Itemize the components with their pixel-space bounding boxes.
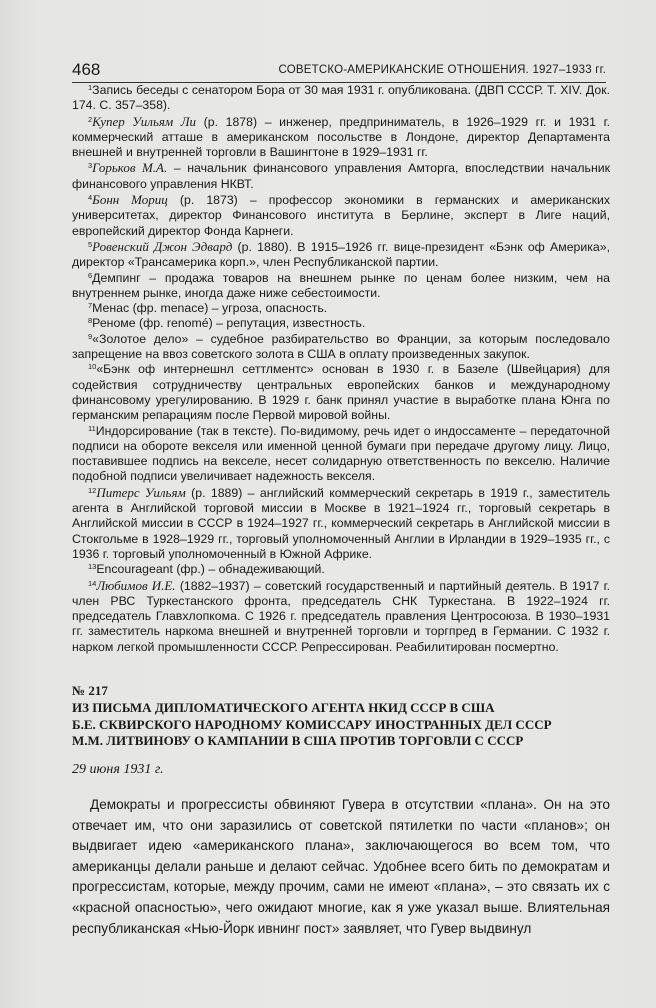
footnote: [72, 192, 610, 239]
footnote-number: 4: [88, 193, 93, 203]
footnote: [72, 83, 610, 114]
footnote-number: 14: [88, 578, 97, 588]
footnote-text: – начальник финансового управления Амторга, впоследствии начальник финансового управления НКВТ.: [72, 161, 610, 191]
footnote-text: «Бэнк оф интернешнл сеттлментс» основан в 1930 г. в Базеле (Швейцария) для содействия сотрудничеству центральных европейских банков и международному финансовому урегулированию. В 1929 г. банк принял участие в выработке плана Юнга по германским репарациям после Первой мировой войны.: [72, 362, 610, 423]
footnote-text: (р. 1878) – инженер, предприниматель, в 1926–1929 гг. и 1931 г. коммерческий атташе в американском посольстве в Лондоне, директор Департамента внешней и внутренней торговли в Вашингтоне в 1929–1931 гг.: [72, 114, 610, 160]
footnote-number: 6: [88, 270, 93, 280]
footnote-number: 10: [88, 362, 97, 372]
footnote-text: Менас (фр. menace) – угроза, опасность.: [92, 301, 328, 316]
footnote-number: 3: [88, 161, 93, 171]
footnote: [72, 332, 610, 363]
document-number: № 217: [72, 683, 108, 698]
page-number: 468: [72, 60, 101, 79]
footnote: [72, 301, 610, 316]
footnote-number: 5: [88, 239, 93, 249]
footnote-person-name: Купер Уильям Ли: [92, 113, 196, 129]
footnote-text: Реноме (фр. renomé) – репутация, известность.: [92, 316, 366, 331]
footnote: [72, 239, 610, 271]
footnote: [72, 160, 610, 192]
footnote-number: 2: [88, 114, 93, 124]
footnote-person-name: Ровенский Джон Эдвард: [92, 238, 233, 254]
page-header: [72, 60, 606, 83]
footnote-text: Запись беседы с сенатором Бора от 30 мая 1931 г. опубликована. (ДВП СССР. Т. XIV. Док. 174. С. 357–358).: [72, 83, 610, 113]
running-title: СОВЕТСКО-АМЕРИКАНСКИЕ ОТНОШЕНИЯ. 1927–1933 гг.: [278, 64, 606, 76]
footnote: [72, 114, 610, 161]
footnote-number: 11: [88, 423, 96, 433]
document-date: 29 июня 1931 г.: [72, 762, 164, 777]
footnote-text: (р. 1889) – английский коммерческий секретарь в 1919 г., заместитель агента в Английской торговой миссии в Москве в 1921–1924 гг., торговый секретарь в Английской миссии в СССР в 1924–1927 гг., коммерческий секретарь в Английской миссии в Стокгольме в 1928–1929 гг., торговый уполномоченный Англии в Ирландии в 1929–1935 гг., с 1936 г. торговый уполномоченный в Южной Африке.: [72, 485, 610, 561]
document-body-text: Демократы и прогрессисты обвиняют Гувера в отсутствии «плана». Он на это отвечает им, что они заразились от советской пятилетки по части «планов»; он выдвигает идею «американского плана», заключающегося во всем том, что американцы делали раньше и делают сейчас. Удобнее всего бить по демократам и прогрессистам, которые, между прочим, сами не имеют «плана», – это связать их с «красной опасностью», чего ожидают многие, как я уже указал выше. Влиятельная республиканская «Нью-Йорк ивнинг пост» заявляет, что Гувер выдвинул: [72, 797, 610, 936]
footnote-number: 1: [88, 83, 93, 92]
footnote-number: 7: [88, 301, 93, 311]
footnote-text: Индорсирование (так в тексте). По-видимому, речь идет о индоссаменте – передаточной подписи на обороте векселя или именной ценной бумаги при передаче другому лицу. Лицо, поставившее подпись на векселе, несет солидарную ответственность по векселю. Наличие подобной подписи увеличивает надежность векселя.: [72, 423, 610, 484]
document-title-line: Б.Е. СКВИРСКОГО НАРОДНОМУ КОМИССАРУ ИНОСТРАННЫХ ДЕЛ СССР: [72, 716, 552, 732]
footnote-number: 12: [88, 485, 97, 495]
footnote-number: 13: [88, 562, 97, 572]
document-title: [72, 700, 612, 750]
document-title-line: ИЗ ПИСЬМА ДИПЛОМАТИЧЕСКОГО АГЕНТА НКИД СССР В США: [72, 700, 495, 715]
footnote-person-name: Любимов И.Е.: [96, 577, 176, 593]
footnote-person-name: Горьков М.А.: [92, 160, 168, 176]
footnote-number: 8: [88, 316, 93, 326]
footnote: [72, 316, 610, 331]
footnote-person-name: Бонн Мориц: [92, 192, 168, 208]
footnotes-section: [72, 83, 610, 655]
footnote-text: (1882–1937) – советский государственный и партийный деятель. В 1917 г. член РВС Туркестанского фронта, председатель СНК Туркестана. В 1922–1924 гг. председатель Главхлопкома. С 1926 г. председатель правления Центросоюза. В 1930–1931 гг. заместитель наркома внешней и внутренней торговли и торгпред в Германии. С 1932 г. нарком легкой промышленности СССР. Репрессирован. Реабилитирован посмертно.: [72, 578, 610, 654]
footnote: [72, 424, 610, 485]
footnote-number: 9: [88, 331, 93, 341]
footnote-text: Демпинг – продажа товаров на внешнем рынке по ценам более низким, чем на внутреннем рынке, иногда даже ниже себестоимости.: [72, 270, 610, 300]
footnote-text: «Золотое дело» – судебное разбирательство во Франции, за которым последовало запрещение на ввоз советского золота в США в оплату произведенных закупок.: [72, 331, 610, 362]
footnote-text: Encourageant (фр.) – обнадеживающий.: [96, 562, 325, 577]
footnote: [72, 485, 610, 562]
footnote-text: (р. 1873) – профессор экономики в германских и американских университетах, директор Финансового института в Берлине, эксперт в Лиге наций, европейский директор Фонда Карнеги.: [72, 193, 611, 238]
footnote: [72, 362, 610, 423]
footnote: [72, 271, 610, 302]
footnote-person-name: Питерс Уильям: [96, 484, 186, 500]
footnote-text: (р. 1880). В 1915–1926 гг. вице-президент «Бэнк оф Америка», директор «Трансамерика корп.», член Республиканской партии.: [72, 239, 611, 270]
footnote: [72, 562, 610, 577]
footnote: [72, 578, 610, 655]
document-title-line: М.М. ЛИТВИНОВУ О КАМПАНИИ В США ПРОТИВ ТОРГОВЛИ С СССР: [72, 733, 524, 748]
